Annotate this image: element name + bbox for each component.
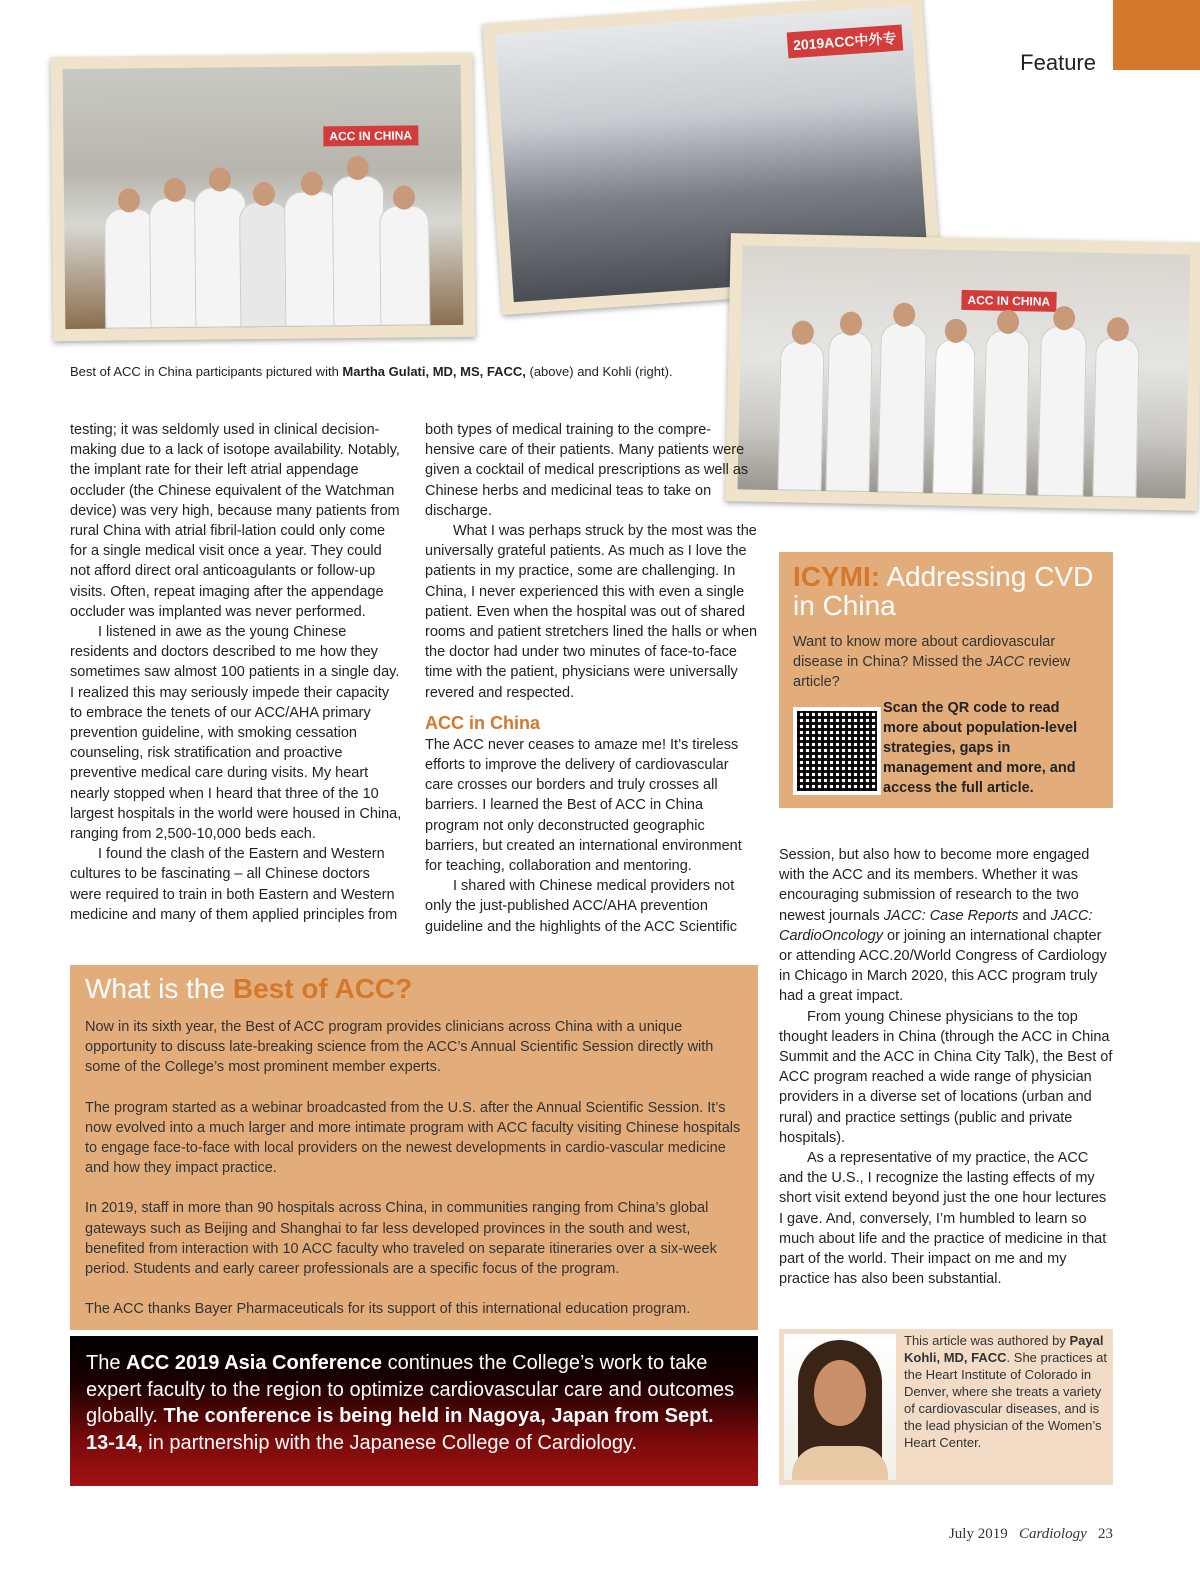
paragraph: In 2019, staff in more than 90 hospitals across China, in communities ranging from China’s global gateways such as Beijing and Shanghai to far less developed provinces in the south and west, benefited from interaction with 10 ACC faculty who traveled on separate itineraries over a six-week period. Students and early career professionals are a specific focus of the program. [85, 1200, 717, 1278]
photo-banner: 2019ACC中外专 [786, 24, 903, 58]
paragraph: Now in its sixth year, the Best of ACC program provides clinicians across China with a unique opportunity to discuss late-breaking science from the ACC’s Annual Scientific Session directly with some of the College’s most prominent member experts. [85, 1019, 714, 1076]
paragraph: I listened in awe as the young Chinese residents and doctors described to me how they sometimes saw almost 100 patients in a single day. I realized this may seriously impede their capacity to embrace the tenets of our ACC/AHA primary prevention guideline, with smoking cessation counseling, risk stratification and proactive preventive medical care during visits. My heart nearly stopped when I heard that three of the 10 largest hospitals in the world were housed in China, ranging from 2,500-10,000 beds each. [70, 624, 402, 843]
author-bio: This article was authored by Payal Kohli, MD, FACC. She practices at the Heart Institute of Colorado in Denver, where she treats a variety of cardiovascular diseases, and is the lead physician of the Women’s Heart Center. [904, 1333, 1107, 1450]
page-footer: July 2019 Cardiology 23 [948, 1526, 1113, 1542]
photo-banner: ACC IN CHINA [323, 125, 418, 146]
paragraph: I found the clash of the Eastern and Western cultures to be fascinating – all Chinese doctors were required to train in both Eastern and Western medicine and many of them applied principles from [70, 846, 398, 923]
photo-banner: ACC IN CHINA [961, 290, 1056, 312]
best-of-acc-box [70, 965, 758, 1330]
paragraph: As a representative of my practice, the ACC and the U.S., I recognize the lasting effects of my short visit extend beyond just the one hour lectures I gave. And, conversely, I’m humbled to learn so much about life and the practice of medicine in that part of the world. Their impact on me and my practice has also been substantial. [779, 1150, 1107, 1288]
icymi-title: ICYMI: Addressing CVD in China [793, 561, 1094, 621]
qr-instructions: Scan the QR code to read more about population-level strategies, gaps in management and more, and access the full article. [883, 700, 1078, 796]
paragraph: I shared with Chinese medical providers not only the just-published ACC/AHA prevention guideline and the highlights of the ACC Scientific [425, 878, 737, 935]
best-of-acc-title: What is the Best of ACC? [85, 973, 413, 1004]
subheading: ACC in China [425, 712, 540, 733]
paragraph: The ACC never ceases to amaze me! It’s tireless efforts to improve the delivery of cardiovascular care crosses our borders and truly crosses all barriers. I learned the Best of ACC in China program not only deconstructed geographic barriers, but created an international environment for teaching, collaboration and mentoring. [425, 736, 742, 875]
column-1 [70, 420, 404, 925]
paragraph: Session, but also how to become more engaged with the ACC and its members. Whether it was encouraging submission of research to the two newest journals JACC: Case Reports and JACC: CardioOncology or joining an international chapter or attending ACC.20/World Congress of Cardiology in Chicago in March 2020, this ACC program truly had a great impact. [779, 847, 1107, 1005]
author-box [779, 1329, 1113, 1485]
group-photo-doctors [51, 53, 476, 341]
asia-conference-banner: The ACC 2019 Asia Conference continues the College’s work to take expert faculty to the region to optimize cardiovascular care and outcomes globally. The conference is being held in Nagoya, Japan from Sept. 13-14, in partnership with the Japanese College of Cardiology. [70, 1336, 758, 1486]
section-color-tab [1113, 0, 1200, 70]
section-label: Feature [1020, 50, 1096, 75]
icymi-intro: Want to know more about cardiovascular disease in China? Missed the JACC review article? [793, 634, 1071, 690]
paragraph: testing; it was seldomly used in clinical decision-making due to a lack of isotope availability. Notably, the implant rate for their left atrial appendage occluder (the Chinese equivalent of the Watchman device) was very high, because many patients from rural China with atrial fibril-lation could only come for a single medical visit once a year. They could not afford direct oral anticoagulants or follow-up visits. Often, repeat imaging after the appendage occluder was implanted was never performed. [70, 422, 400, 620]
paragraph: The ACC thanks Bayer Pharmaceuticals for its support of this international education program. [85, 1301, 691, 1318]
paragraph: From young Chinese physicians to the top thought leaders in China (through the ACC in China Summit and the ACC in China City Talk), the Best of ACC program reached a wide range of physician providers in a diverse set of locations (urban and rural) and practice settings (public and private hospitals). [779, 1008, 1113, 1146]
column-2 [425, 420, 759, 937]
group-photo-kohli [725, 233, 1200, 511]
paragraph: both types of medical training to the compre-hensive care of their patients. Many patients were given a cocktail of medical prescriptions as well as Chinese herbs and medicinal teas to take on discharge. [425, 422, 749, 519]
column-3 [779, 845, 1113, 1289]
icymi-box [779, 552, 1113, 808]
author-photo [784, 1334, 896, 1480]
photo-caption: Best of ACC in China participants pictured with Martha Gulati, MD, MS, FACC, (above) and Kohli (right). [70, 364, 673, 379]
page-number: 23 [1098, 1526, 1113, 1542]
paragraph: What I was perhaps struck by the most was the universally grateful patients. As much as I love the patients in my practice, some are challenging. In China, I never experienced this with even a single patient. Even when the hospital was out of shared rooms and patient stretchers lined the halls or when the doctor had under two minutes of face-to-face time with the patient, physicians were universally revered and respected. [425, 523, 758, 701]
qr-code-icon[interactable] [793, 707, 881, 795]
paragraph: The program started as a webinar broadcasted from the U.S. after the Annual Scientific Session. It’s now evolved into a much larger and more intimate program with ACC faculty visiting Chinese hospitals to engage face-to-face with local providers on the newest developments in cardio-vascular medicine and how they impact practice. [85, 1099, 741, 1177]
